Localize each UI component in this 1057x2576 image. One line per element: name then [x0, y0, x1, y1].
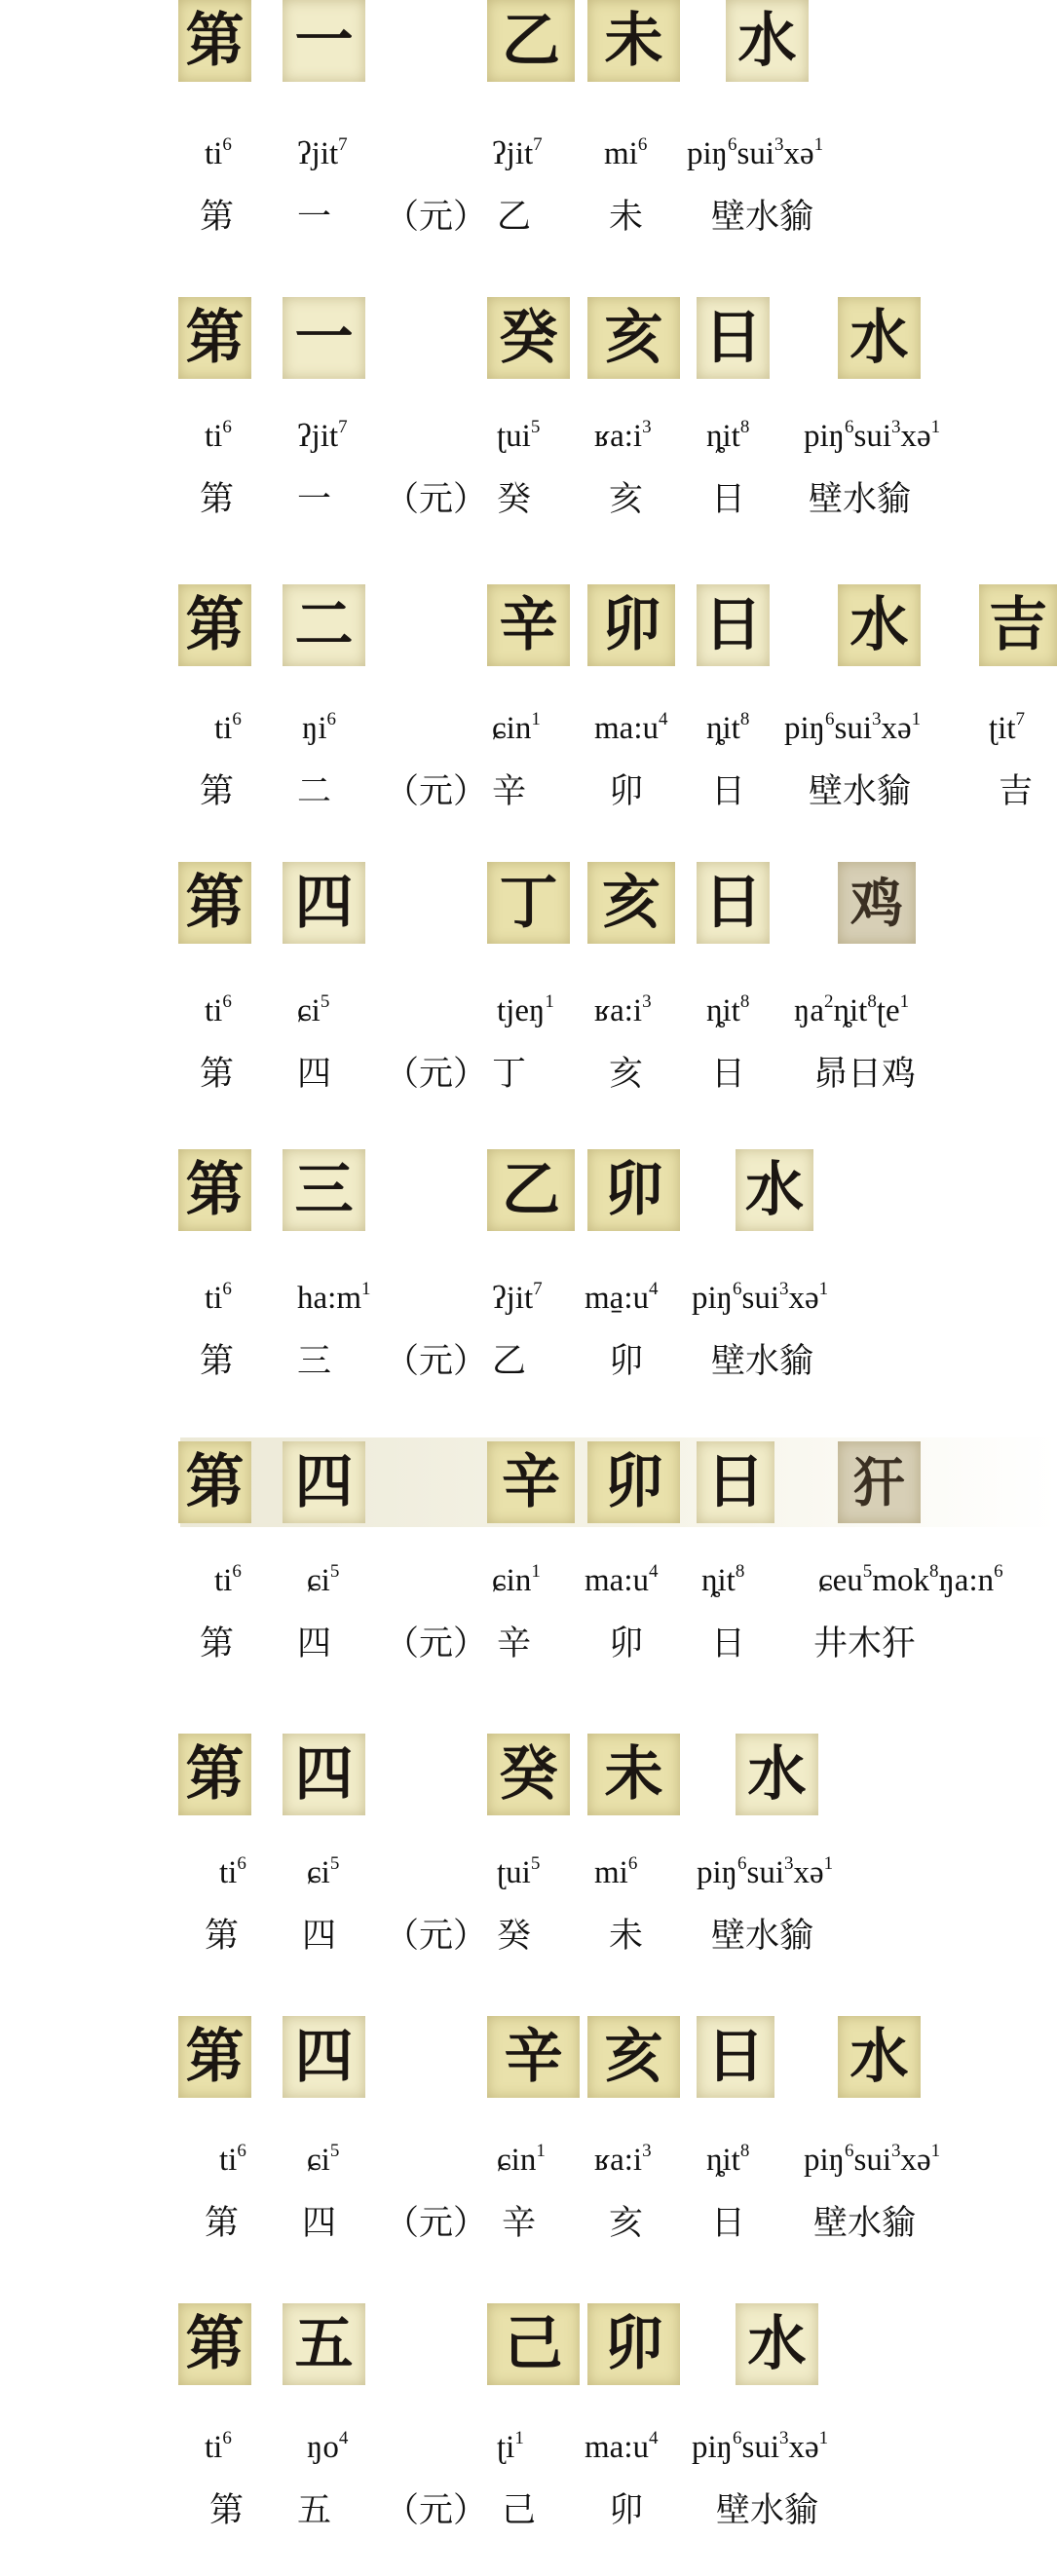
- ancient-glyph-icon: [178, 0, 251, 82]
- phonetic-transcription: ɕi$^5$: [307, 1561, 340, 1598]
- ancient-glyph-icon: [697, 297, 770, 379]
- ancient-glyph-icon: [736, 1734, 818, 1815]
- glyph-character: 吉: [979, 584, 1057, 666]
- ancient-glyph-icon: [697, 1441, 774, 1523]
- phonetic-transcription: ɕi$^5$: [307, 1853, 340, 1890]
- chinese-gloss: 亥: [609, 1055, 644, 1094]
- chinese-gloss: 第: [200, 198, 235, 237]
- ancient-glyph-icon: [283, 2016, 365, 2098]
- phonetic-transcription: ȵit$^8$: [701, 1561, 745, 1598]
- glyph-character: 一: [283, 0, 365, 82]
- ancient-glyph-icon: [178, 1441, 251, 1523]
- glyph-character: 四: [283, 1441, 365, 1523]
- ancient-glyph-icon: [487, 297, 570, 379]
- chinese-gloss: 一: [297, 198, 332, 237]
- phonetic-transcription: $ʁa:i^3$: [594, 2141, 652, 2178]
- glyph-character: 第: [178, 584, 251, 666]
- ancient-glyph-icon: [283, 2303, 365, 2385]
- glyph-character: 亥: [587, 297, 680, 379]
- phonetic-transcription: $ti^6$: [219, 1853, 246, 1890]
- glyph-character: 一: [283, 297, 365, 379]
- chinese-gloss: 四: [297, 1055, 332, 1094]
- glyph-character: 四: [283, 862, 365, 944]
- calendar-entry: [0, 0, 1057, 282]
- ancient-glyph-icon: [697, 862, 770, 944]
- chinese-gloss: 日: [711, 1055, 746, 1094]
- glyph-character: 卯: [587, 1441, 680, 1523]
- phonetic-transcription: $ma:u^4$: [594, 709, 668, 746]
- chinese-gloss: 未: [609, 198, 644, 237]
- phonetic-transcription: ʈi$^1$: [497, 2428, 524, 2465]
- ancient-glyph-icon: [487, 0, 575, 82]
- glyph-character: 辛: [487, 584, 570, 666]
- chinese-gloss: 未: [609, 1917, 644, 1956]
- glyph-character: 第: [178, 1149, 251, 1231]
- phonetic-transcription: piŋ$^6$sui$^3$xə$^1$: [804, 2141, 941, 2178]
- phonetic-transcription: $ŋi^6$: [302, 709, 336, 746]
- glyph-character: 四: [283, 2016, 365, 2098]
- chinese-gloss: 癸: [497, 480, 532, 519]
- glyph-character: 第: [178, 1441, 251, 1523]
- glyph-character: 日: [697, 862, 770, 944]
- phonetic-transcription: ʔjit$^7$: [492, 134, 543, 171]
- phonetic-transcription: ʈit$^7$: [989, 709, 1026, 746]
- glyph-character: 第: [178, 0, 251, 82]
- phonetic-transcription: $ti^6$: [205, 1279, 232, 1316]
- ancient-glyph-icon: [587, 2303, 680, 2385]
- chinese-gloss: 辛: [497, 1624, 532, 1663]
- chinese-gloss: 辛: [502, 2204, 537, 2243]
- chinese-gloss: 壁水貐: [711, 1917, 814, 1956]
- chinese-gloss: 卯: [609, 1342, 644, 1381]
- ancient-glyph-icon: [736, 1149, 813, 1231]
- chinese-gloss: 五: [297, 2491, 332, 2530]
- ancient-glyph-icon: [587, 1441, 680, 1523]
- phonetic-transcription: ɕi$^5$: [297, 991, 330, 1028]
- chinese-gloss: 第: [200, 1342, 235, 1381]
- glyph-character: 日: [697, 1441, 774, 1523]
- ancient-glyph-icon: [178, 862, 251, 944]
- glyph-character: 癸: [487, 1734, 570, 1815]
- chinese-gloss: 二: [297, 772, 332, 811]
- glyph-character: 五: [283, 2303, 365, 2385]
- chinese-gloss: 日: [711, 2204, 746, 2243]
- chinese-gloss: 亥: [609, 2204, 644, 2243]
- chinese-gloss: 己: [502, 2491, 537, 2530]
- chinese-gloss: （元）: [385, 1055, 488, 1094]
- ancient-glyph-icon: [487, 1441, 575, 1523]
- chinese-gloss: 第: [209, 2491, 245, 2530]
- ancient-glyph-icon: [178, 1149, 251, 1231]
- ancient-glyph-icon: [283, 0, 365, 82]
- chinese-gloss: 卯: [609, 2491, 644, 2530]
- phonetic-transcription: $ma:u^4$: [585, 2428, 659, 2465]
- phonetic-transcription: ɕin$^1$: [497, 2141, 546, 2178]
- ancient-glyph-icon: [283, 1149, 365, 1231]
- ancient-glyph-icon: [587, 297, 680, 379]
- chinese-gloss: （元）: [385, 772, 488, 811]
- phonetic-transcription: tjeŋ$^1$: [497, 991, 554, 1028]
- chinese-gloss: 乙: [497, 198, 532, 237]
- phonetic-transcription: $ŋo^4$: [307, 2428, 349, 2465]
- chinese-gloss: 四: [302, 2204, 337, 2243]
- phonetic-transcription: piŋ$^6$sui$^3$xə$^1$: [804, 417, 941, 454]
- phonetic-transcription: $ʁa:i^3$: [594, 991, 652, 1028]
- chinese-gloss: （元）: [385, 480, 488, 519]
- chinese-gloss: 壁水貐: [711, 1342, 814, 1381]
- phonetic-transcription: ʔjit$^7$: [297, 417, 348, 454]
- phonetic-transcription: ʔjit$^7$: [492, 1279, 543, 1316]
- glyph-character: 亥: [587, 862, 675, 944]
- chinese-gloss: 日: [711, 480, 746, 519]
- glyph-character: 日: [697, 584, 770, 666]
- chinese-gloss: 壁水貐: [716, 2491, 819, 2530]
- ancient-glyph-icon: [587, 584, 675, 666]
- calendar-entry: [0, 575, 1057, 857]
- phonetic-transcription: piŋ$^6$sui$^3$xə$^1$: [697, 1853, 834, 1890]
- ancient-glyph-icon: [283, 1734, 365, 1815]
- phonetic-transcription: $ma:u^4$: [585, 1561, 659, 1598]
- chinese-gloss: 癸: [497, 1917, 532, 1956]
- chinese-gloss: 井木犴: [813, 1624, 917, 1663]
- ancient-glyph-icon: [838, 584, 921, 666]
- calendar-entry: [0, 2006, 1057, 2289]
- phonetic-transcription: $ʁa:i^3$: [594, 417, 652, 454]
- chinese-gloss: （元）: [385, 1917, 488, 1956]
- chinese-gloss: 昴日鸡: [813, 1055, 917, 1094]
- glyph-character: 辛: [487, 1441, 575, 1523]
- ancient-glyph-icon: [283, 862, 365, 944]
- ancient-glyph-icon: [838, 2016, 921, 2098]
- ancient-glyph-icon: [178, 1734, 251, 1815]
- animal-drawing-icon: [838, 1441, 921, 1523]
- calendar-entry: [0, 282, 1057, 565]
- ancient-glyph-icon: [587, 862, 675, 944]
- phonetic-transcription: ȵit$^8$: [706, 2141, 750, 2178]
- ancient-glyph-icon: [587, 1149, 680, 1231]
- phonetic-transcription: piŋ$^6$sui$^3$xə$^1$: [692, 1279, 829, 1316]
- ancient-glyph-icon: [487, 862, 570, 944]
- chinese-gloss: 壁水貐: [813, 2204, 917, 2243]
- chinese-gloss: 四: [302, 1917, 337, 1956]
- glyph-character: 卯: [587, 1149, 680, 1231]
- chinese-gloss: 第: [200, 480, 235, 519]
- phonetic-transcription: $mi^6$: [604, 134, 648, 171]
- phonetic-transcription: ȵit$^8$: [706, 709, 750, 746]
- chinese-gloss: 壁水貐: [711, 198, 814, 237]
- chinese-gloss: 丁: [492, 1055, 527, 1094]
- chinese-gloss: 卯: [609, 1624, 644, 1663]
- phonetic-transcription: ʈui$^5$: [497, 417, 541, 454]
- glyph-character: 日: [697, 2016, 774, 2098]
- phonetic-transcription: piŋ$^6$sui$^3$xə$^1$: [692, 2428, 829, 2465]
- phonetic-transcription: $ti^6$: [205, 134, 232, 171]
- ancient-glyph-icon: [587, 1734, 680, 1815]
- phonetic-transcription: ʔjit$^7$: [297, 134, 348, 171]
- glyph-character: 日: [697, 297, 770, 379]
- calendar-entry: [0, 2294, 1057, 2576]
- ancient-glyph-icon: [283, 1441, 365, 1523]
- ancient-glyph-icon: [726, 0, 809, 82]
- phonetic-transcription: $ti^6$: [219, 2141, 246, 2178]
- phonetic-transcription: ɕin$^1$: [492, 709, 541, 746]
- ancient-glyph-icon: [979, 584, 1057, 666]
- chinese-gloss: （元）: [385, 2491, 488, 2530]
- ancient-glyph-icon: [283, 584, 365, 666]
- phonetic-transcription: $ti^6$: [214, 1561, 242, 1598]
- phonetic-transcription: ɕi$^5$: [307, 2141, 340, 2178]
- calendar-entry: [0, 1719, 1057, 2001]
- glyph-character: 卯: [587, 584, 675, 666]
- glyph-character: 水: [726, 0, 809, 82]
- glyph-character: 亥: [587, 2016, 680, 2098]
- chinese-gloss: 第: [205, 2204, 240, 2243]
- chinese-gloss: 亥: [609, 480, 644, 519]
- chinese-gloss: （元）: [385, 1342, 488, 1381]
- chinese-gloss: 壁水貐: [809, 480, 912, 519]
- phonetic-transcription: ʈui$^5$: [497, 1853, 541, 1890]
- glyph-character: 第: [178, 297, 251, 379]
- chinese-gloss: 三: [297, 1342, 332, 1381]
- glyph-character: 未: [587, 0, 680, 82]
- chinese-gloss: 壁水貐: [809, 772, 912, 811]
- phonetic-transcription: ɕin$^1$: [492, 1561, 541, 1598]
- glyph-character: 第: [178, 2016, 251, 2098]
- glyph-character: 水: [736, 1734, 818, 1815]
- glyph-character: 乙: [487, 0, 575, 82]
- phonetic-transcription: piŋ$^6$sui$^3$xə$^1$: [687, 134, 824, 171]
- ancient-glyph-icon: [178, 2303, 251, 2385]
- ancient-glyph-icon: [178, 2016, 251, 2098]
- glyph-character: 第: [178, 1734, 251, 1815]
- ancient-glyph-icon: [487, 1734, 570, 1815]
- glyph-character: 鸡: [838, 862, 916, 944]
- glyph-character: 犴: [838, 1441, 921, 1523]
- glyph-character: 二: [283, 584, 365, 666]
- glyph-character: 水: [736, 2303, 818, 2385]
- chinese-gloss: 四: [297, 1624, 332, 1663]
- chinese-gloss: 日: [711, 772, 746, 811]
- glyph-character: 辛: [487, 2016, 580, 2098]
- glyph-character: 未: [587, 1734, 680, 1815]
- glyph-character: 水: [838, 297, 921, 379]
- phonetic-transcription: ȵit$^8$: [706, 417, 750, 454]
- chinese-gloss: 卯: [609, 772, 644, 811]
- glyph-character: 卯: [587, 2303, 680, 2385]
- ancient-glyph-icon: [178, 584, 251, 666]
- glyph-character: 己: [487, 2303, 580, 2385]
- ancient-glyph-icon: [587, 0, 680, 82]
- chinese-gloss: 一: [297, 480, 332, 519]
- phonetic-transcription: $ti^6$: [214, 709, 242, 746]
- glyph-character: 癸: [487, 297, 570, 379]
- ancient-glyph-icon: [736, 2303, 818, 2385]
- chinese-gloss: 第: [200, 1055, 235, 1094]
- glyph-character: 四: [283, 1734, 365, 1815]
- glyph-character: 水: [838, 584, 921, 666]
- phonetic-transcription: piŋ$^6$sui$^3$xə$^1$: [784, 709, 922, 746]
- ancient-glyph-icon: [587, 2016, 680, 2098]
- ancient-glyph-icon: [487, 2016, 580, 2098]
- glyph-character: 乙: [487, 1149, 575, 1231]
- phonetic-transcription: $ŋa^2ȵit^8ʈe^1$: [794, 991, 910, 1028]
- phonetic-transcription: $ti^6$: [205, 417, 232, 454]
- ancient-glyph-icon: [838, 297, 921, 379]
- glyph-character: 水: [736, 1149, 813, 1231]
- chinese-gloss: 第: [200, 772, 235, 811]
- chinese-gloss: （元）: [385, 1624, 488, 1663]
- glyph-character: 丁: [487, 862, 570, 944]
- chinese-gloss: 辛: [492, 772, 527, 811]
- chinese-gloss: 乙: [492, 1342, 527, 1381]
- chinese-gloss: （元）: [385, 198, 488, 237]
- calendar-entry: [0, 857, 1057, 1139]
- chinese-gloss: 第: [205, 1917, 240, 1956]
- ancient-glyph-icon: [697, 2016, 774, 2098]
- phonetic-transcription: $ma̱:u^4$: [585, 1279, 659, 1316]
- glyph-character: 水: [838, 2016, 921, 2098]
- ancient-glyph-icon: [178, 297, 251, 379]
- rooster-drawing-icon: [838, 862, 916, 944]
- glyph-character: 三: [283, 1149, 365, 1231]
- phonetic-transcription: $ti^6$: [205, 2428, 232, 2465]
- chinese-gloss: （元）: [385, 2204, 488, 2243]
- phonetic-transcription: ȵit$^8$: [706, 991, 750, 1028]
- ancient-glyph-icon: [697, 584, 770, 666]
- phonetic-transcription: $mi^6$: [594, 1853, 638, 1890]
- glyph-character: 第: [178, 2303, 251, 2385]
- calendar-entry: [0, 1427, 1057, 1709]
- chinese-gloss: 吉: [999, 772, 1034, 811]
- calendar-entry: [0, 1144, 1057, 1427]
- chinese-gloss: 日: [711, 1624, 746, 1663]
- phonetic-transcription: $ha:m^1$: [297, 1279, 371, 1316]
- glyph-character: 第: [178, 862, 251, 944]
- ancient-glyph-icon: [487, 584, 570, 666]
- ancient-glyph-icon: [487, 1149, 575, 1231]
- chinese-gloss: 第: [200, 1624, 235, 1663]
- ancient-glyph-icon: [487, 2303, 580, 2385]
- ancient-glyph-icon: [283, 297, 365, 379]
- phonetic-transcription: $ti^6$: [205, 991, 232, 1028]
- phonetic-transcription: $ɕeu^5mok^8ŋa:n^6$: [818, 1561, 1003, 1598]
